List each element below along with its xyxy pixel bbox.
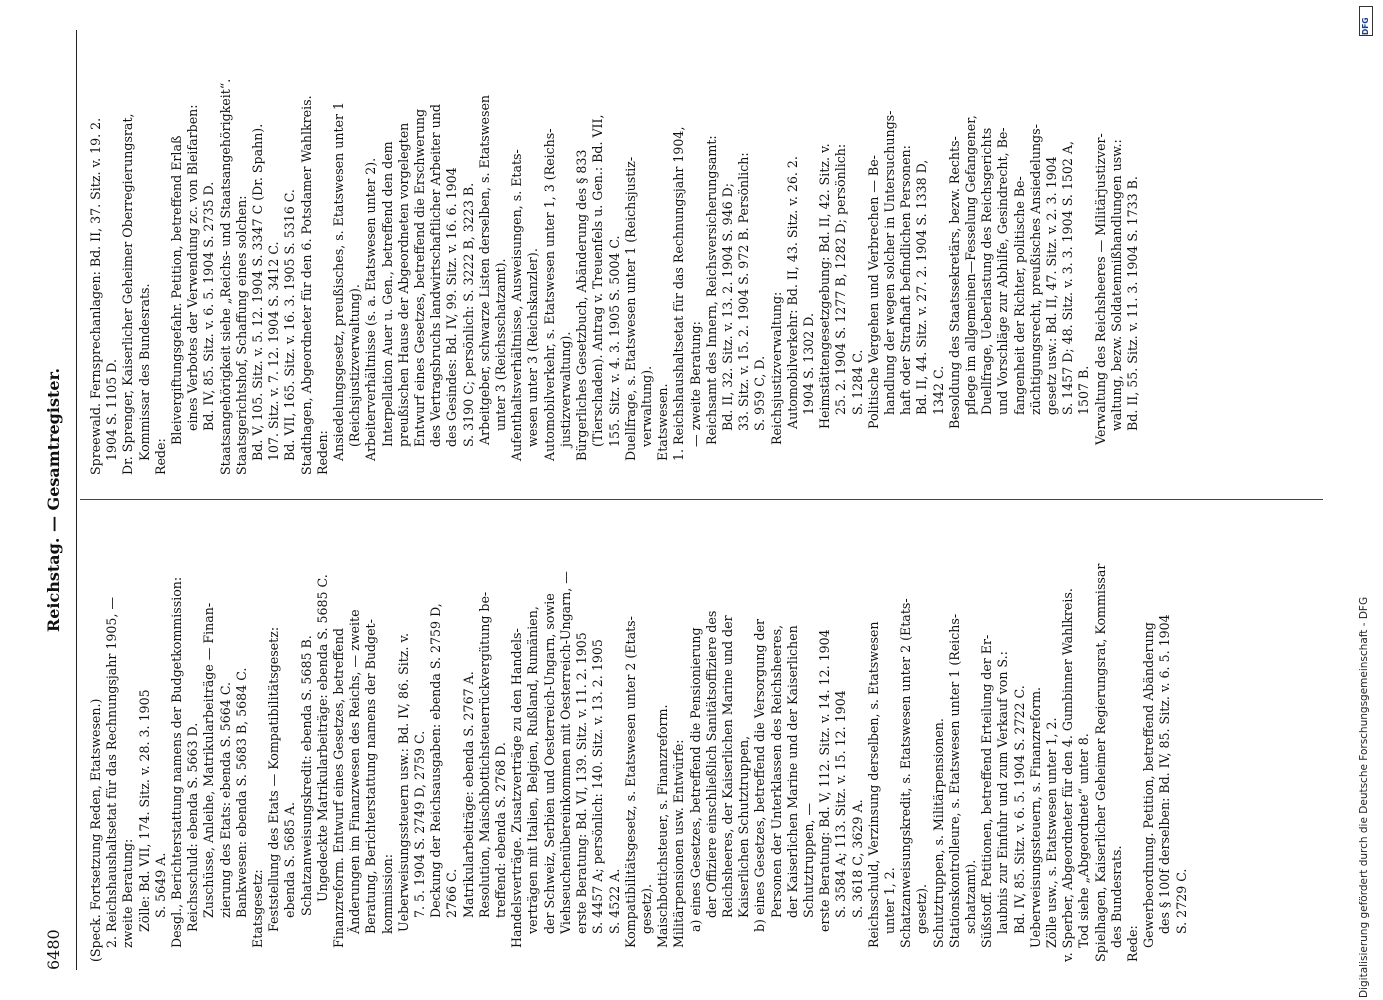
entry-line: kommission: bbox=[379, 853, 395, 934]
entry-line: Kommissar des Bundesrats. bbox=[136, 283, 152, 461]
entry-line: Automobilverkehr, s. Etatswesen unter 1, 3 (Reichs- bbox=[541, 128, 557, 461]
register-entry bbox=[655, 517, 671, 962]
entry-line: Etatswesen. bbox=[655, 383, 671, 461]
entry-line: b) eines Gesetzes, betreffend die Versorgung der bbox=[752, 618, 768, 932]
register-entry bbox=[769, 30, 785, 475]
entry-line: Duellfrage, Ueberlastung des Reichsgerichts bbox=[979, 127, 995, 415]
entry-line: Bd. IV, 85. Sitz. v. 6. 5. 1904 S. 2735 D. bbox=[201, 181, 217, 431]
entry-line: Bd. II, 32. Sitz. v. 13. 2. 1904 S. 946 D; bbox=[719, 183, 735, 431]
entry-line: Zuschüsse, Anleihe, Matrikularbeiträge — Finan- bbox=[201, 602, 217, 918]
register-entry bbox=[574, 30, 623, 475]
entry-line: Feststellung des Etats — Kompatibilitätsgesetz: bbox=[266, 626, 282, 932]
entry-line: 1342 C. bbox=[930, 365, 946, 415]
entry-line: Bd. II, 55. Sitz. v. 11. 3. 1904 S. 1733 B. bbox=[1125, 176, 1140, 431]
entry-line: Schutztruppen, s. Militärpensionen. bbox=[930, 718, 946, 948]
entry-line: waltung, bezw. Soldatenmißhandlungen usw.: bbox=[1108, 139, 1124, 431]
entry-line: S. 3584 A; 113. Sitz. v. 15. 12. 1904 bbox=[833, 690, 849, 918]
entry-line: fangenheit der Richter, politische Be- bbox=[1011, 176, 1027, 415]
entry-line: Besoldung des Staatssekretärs, bezw. Rechts- bbox=[946, 136, 962, 429]
entry-line: Ungedeckte Matrikularbeiträge: ebenda S. 5685 C. bbox=[314, 574, 330, 902]
entry-line: Reichsschuld: ebenda S. 5663 D. bbox=[185, 722, 201, 932]
entry-line: Desgl., Berichterstattung namens der Budgetkommission: bbox=[169, 576, 185, 948]
entry-line: Bleivergiftungsgefahr. Petition, betreffend Erlaß bbox=[169, 135, 185, 445]
dfg-logo: DFG bbox=[1359, 6, 1373, 36]
register-entry bbox=[1028, 517, 1044, 962]
register-entry bbox=[785, 30, 817, 475]
entry-line: Verwaltung des Reichsheeres — Militärjustizver- bbox=[1092, 133, 1108, 445]
entry-line: züchtigungsrecht, preußisches Ansiedelungs- bbox=[1027, 124, 1043, 415]
register-entry bbox=[234, 30, 299, 475]
digitization-credit bbox=[1358, 8, 1378, 998]
entry-line: Beratung, Berichterstattung namens der Budget- bbox=[363, 619, 379, 934]
entry-line: 1507 B. bbox=[1076, 365, 1092, 415]
register-entry bbox=[509, 517, 622, 962]
register-entry bbox=[509, 30, 541, 475]
entry-line: unter 3 (Reichsschatzamt). bbox=[493, 258, 509, 431]
entry-line: 1904 S. 1302 D. bbox=[800, 313, 816, 415]
entry-line: schatzamt). bbox=[962, 859, 978, 934]
register-entry bbox=[299, 30, 315, 475]
entry-line: Bd. V, 105. Sitz. v. 5. 12. 1904 S. 3347 C (Dr. Spahn). bbox=[250, 123, 266, 461]
entry-line: und Vorschläge zur Abhilfe, Gesindrecht, Be- bbox=[995, 127, 1011, 415]
register-entry bbox=[1093, 517, 1125, 962]
entry-line: Rede: bbox=[152, 438, 168, 475]
entry-line: Bd. II, 44. Sitz. v. 27. 2. 1904 S. 1338 D, bbox=[914, 159, 930, 415]
entry-line: eines Verbotes der Verwendung zc. von Bleifarben: bbox=[185, 104, 201, 431]
left-column bbox=[88, 517, 1190, 962]
entry-line: Arbeiterverhältnisse (s. a. Etatswesen unter 2). bbox=[363, 157, 379, 461]
register-entry bbox=[1141, 517, 1190, 962]
register-entry bbox=[396, 517, 509, 962]
register-entry bbox=[704, 30, 769, 475]
entry-line: Handelsverträge. Zusatzverträge zu den Handels- bbox=[509, 628, 525, 948]
entry-line: Stadthagen, Abgeordneter für den 6. Potsdamer Wahlkreis. bbox=[298, 95, 314, 475]
entry-line: ebenda S. 5685 A. bbox=[282, 802, 298, 918]
entry-line: laubnis zur Einfuhr und zum Verkauf von S.: bbox=[995, 651, 1011, 934]
entry-line: Maischbottichsteuer, s. Finanzreform. bbox=[655, 704, 671, 948]
entry-line: Deckung der Reichsausgaben: ebenda S. 2759 D, bbox=[428, 603, 444, 918]
entry-line: Reichsheeres, der Kaiserlichen Marine und der bbox=[719, 615, 735, 918]
entry-line: Entwurf eines Gesetzes, betreffend die Erschwerung bbox=[412, 108, 428, 447]
entry-line: S. 3190 C; persönlich: S. 3222 B, 3223 B. bbox=[460, 182, 476, 447]
entry-line: Interpellation Auer u. Gen., betreffend den dem bbox=[379, 141, 395, 447]
register-entry bbox=[671, 517, 687, 962]
entry-line: verwaltung). bbox=[638, 365, 654, 447]
entry-line: 2766 C. bbox=[444, 868, 460, 918]
entry-line: erste Beratung: Bd. V, 112. Sitz. v. 14. 12. 1904 bbox=[817, 629, 833, 932]
register-entry bbox=[153, 30, 169, 475]
entry-line: Matrikularbeiträge: ebenda S. 2767 A. bbox=[460, 671, 476, 918]
entry-line: Schutztruppen, — bbox=[800, 802, 816, 918]
entry-line: a) eines Gesetzes, betreffend die Pensionierung bbox=[687, 627, 703, 932]
entry-line: Reichsschuld, Verzinsung derselben, s. Etatswesen bbox=[865, 621, 881, 948]
register-entry bbox=[752, 517, 817, 962]
entry-line: der Kaiserlichen Marine und der Kaiserlichen bbox=[784, 625, 800, 918]
entry-line: der Offiziere einschließlich Sanitätsoffiziere des bbox=[703, 610, 719, 918]
entry-line: Reichsjustizverwaltung: bbox=[768, 291, 784, 445]
entry-line: Militärpensionen usw. Entwürfe: bbox=[671, 739, 687, 948]
register-entry bbox=[315, 30, 331, 475]
entry-line: Arbeitgeber, schwarze Listen derselben, s. Etatswesen bbox=[476, 94, 492, 445]
entry-line: 107. Sitz. v. 7. 12. 1904 S. 3412 C. bbox=[266, 241, 282, 461]
entry-line: 25. 2. 1904 S. 1277 B, 1282 D; persönlich: bbox=[833, 143, 849, 415]
register-entry bbox=[898, 517, 930, 962]
register-entry bbox=[671, 30, 703, 475]
register-entry bbox=[623, 517, 655, 962]
entry-line: Automobilverkehr: Bd. II, 43. Sitz. v. 26. 2. bbox=[784, 156, 800, 429]
register-entry bbox=[1125, 517, 1141, 962]
register-entry bbox=[1044, 517, 1060, 962]
entry-line: des Gesindes: Bd. IV, 99. Sitz. v. 16. 6. 1904 bbox=[444, 167, 460, 447]
entry-line: v. Sperber, Abgeordneter für den 4. Gumbinner Wahlkreis. bbox=[1060, 588, 1076, 962]
entry-line: Viehseuchenübereinkommen mit Oesterreich-Ungarn, — bbox=[557, 571, 573, 934]
column-divider bbox=[80, 499, 1323, 500]
register-entry bbox=[169, 517, 185, 962]
entry-line: Schatzanweisungskredit, s. Etatswesen unter 2 (Etats- bbox=[898, 598, 914, 948]
entry-line: Bd. IV, 85. Sitz. v. 6. 5. 1904 S. 2722 C. bbox=[1011, 685, 1027, 934]
entry-line: 2. Reichshaushaltsetat für das Rechnungsjahr 1905, — bbox=[104, 596, 120, 948]
register-entry bbox=[477, 30, 509, 475]
entry-line: Bankwesen: ebenda S. 5683 B, 5684 C. bbox=[233, 667, 249, 918]
register-entry bbox=[947, 30, 1093, 475]
register-entry bbox=[88, 30, 120, 475]
entry-line: verträgen mit Italien, Belgien, Rußland, Rumänien, bbox=[525, 606, 541, 934]
register-entry bbox=[947, 517, 979, 962]
entry-line: Schatzanweisungskredit: ebenda S. 5685 B. bbox=[298, 635, 314, 916]
entry-line: Stationskontrolleure, s. Etatswesen unter 1 (Reichs- bbox=[946, 613, 962, 948]
entry-line: Kaiserlichen Schutztruppen, bbox=[736, 735, 752, 918]
entry-line: Reichsamt des Innern, Reichsversicherungsamt: bbox=[703, 135, 719, 445]
entry-line: (Speck. Fortsetzung Reden, Etatswesen.) bbox=[88, 698, 103, 962]
register-entry bbox=[931, 517, 947, 962]
entry-line: Ueberweisungssteuern, s. Finanzreform. bbox=[1027, 686, 1043, 948]
register-entry bbox=[299, 517, 331, 962]
entry-line: Politische Vergehen und Verbrechen — Be- bbox=[865, 155, 881, 429]
entry-line: des Vertragsbruchs landwirtschaftlicher Arbeiter und bbox=[428, 104, 444, 447]
entry-line: Zölle: Bd. VII, 174. Sitz. v. 28. 3. 1905 bbox=[136, 689, 152, 932]
entry-line: S. 3618 C, 3629 A. bbox=[849, 799, 865, 918]
register-entry bbox=[250, 517, 266, 962]
entry-line: preußischen Hause der Abgeordneten vorgelegten bbox=[395, 122, 411, 447]
register-entry bbox=[331, 517, 396, 962]
register-entry bbox=[88, 517, 137, 962]
entry-line: 155. Sitz. v. 4. 3. 1905 S. 5004 C. bbox=[606, 235, 622, 447]
register-entry bbox=[817, 30, 866, 475]
register-entry bbox=[817, 517, 866, 962]
entry-line: Duellfrage, s. Etatswesen unter 1 (Reichsjustiz- bbox=[622, 156, 638, 461]
entry-line: Süßstoff. Petitionen, betreffend Erteilung der Er- bbox=[979, 634, 995, 948]
entry-line: (Tierschaden). Antrag v. Treuenfels u. Gen.: Bd. VII, bbox=[590, 114, 606, 447]
entry-line: der Schweiz, Serbien und Oesterreich-Ungarn, sowie bbox=[541, 593, 557, 934]
entry-line: Kompatibilitätsgesetz, s. Etatswesen unter 2 (Etats- bbox=[622, 616, 638, 948]
register-entry bbox=[331, 30, 363, 475]
header-rule bbox=[76, 30, 77, 970]
entry-line: Heimstättengesetzgebung: Bd. II, 42. Sitz. v. bbox=[817, 143, 833, 429]
right-column bbox=[88, 30, 1141, 475]
register-entry bbox=[137, 517, 169, 962]
entry-line: Spielhagen, Kaiserlicher Geheimer Regierungsrat, Kommissar bbox=[1092, 563, 1108, 962]
entry-line: Aufenthaltsverhältnisse, Ausweisungen, s. Etats- bbox=[509, 149, 525, 461]
register-entry bbox=[120, 30, 152, 475]
entry-line: — zweite Beratung: bbox=[687, 321, 703, 447]
entry-line: Etatsgesetz: bbox=[250, 869, 266, 948]
credit-text: Digitalisierung gefördert durch die Deutsche Forschungsgemeinschaft - DFG bbox=[1358, 596, 1370, 998]
entry-line: 1. Reichshaushaltsetat für das Rechnungsjahr 1904, bbox=[671, 126, 687, 461]
entry-line: (Reichsjustizverwaltung). bbox=[347, 284, 363, 447]
entry-line: Spreewald. Fernsprechanlagen: Bd. II, 37. Sitz. v. 19. 2. bbox=[88, 117, 103, 475]
entry-line: Personen der Unterklassen des Reichsheeres, bbox=[768, 624, 784, 918]
entry-line: gesetz). bbox=[638, 883, 654, 934]
entry-line: Zölle usw., s. Etatswesen unter 1, 2. bbox=[1043, 717, 1059, 948]
entry-line: S. 959 C, D. bbox=[752, 355, 768, 431]
entry-line: handlung der wegen solcher in Untersuchungs- bbox=[881, 110, 897, 415]
entry-line: S. 4457 A; persönlich: 140. Sitz. v. 13. 2. 1905 bbox=[590, 639, 606, 934]
entry-line: Rede: bbox=[1125, 925, 1140, 962]
register-entry bbox=[655, 30, 671, 475]
entry-line: 33. Sitz. v. 15. 2. 1904 S. 972 B. Persönlich: bbox=[736, 152, 752, 431]
entry-line: des Bundesrats. bbox=[1108, 845, 1124, 948]
entry-line: Bd. VII, 165. Sitz. v. 16. 3. 1905 S. 5316 C. bbox=[282, 189, 298, 461]
entry-line: Tod siehe „Abgeordnete“ unter 8. bbox=[1076, 733, 1092, 948]
page-header bbox=[44, 30, 68, 970]
entry-line: Ansiedelungsgesetz, preußisches, s. Etatswesen unter 1 bbox=[331, 102, 347, 461]
entry-line: zweite Beratung: bbox=[120, 838, 136, 948]
entry-line: S. 1284 C. bbox=[849, 349, 865, 415]
entry-line: unter 1, 2. bbox=[881, 867, 897, 934]
entry-line: gesetz). bbox=[914, 883, 930, 934]
register-entry bbox=[169, 30, 218, 475]
page-number: 6480 bbox=[44, 929, 63, 970]
entry-line: treffend: ebenda S. 2768 D. bbox=[493, 742, 509, 918]
entry-line: Bürgerliches Gesetzbuch, Abänderung des § 833 bbox=[574, 149, 590, 461]
entry-line: des § 100f derselben: Bd. IV, 85. Sitz. v. 6. 5. 1904 bbox=[1157, 614, 1173, 934]
entry-line: 1904 S. 1105 D. bbox=[104, 359, 120, 461]
entry-line: Resolution, Maischbottichsteuerrückvergütung be- bbox=[476, 591, 492, 918]
entry-line: Finanzreform. Entwurf eines Gesetzes, betreffend bbox=[331, 628, 347, 948]
register-entry bbox=[266, 517, 298, 962]
entry-line: Dr. Sprenger, Kaiserlicher Geheimer Oberregierungsrat, bbox=[120, 113, 136, 475]
entry-line: S. 1457 D; 48. Sitz. v. 3. 3. 1904 S. 1502 A, bbox=[1060, 140, 1076, 415]
register-entry bbox=[363, 30, 476, 475]
entry-line: Ueberweisungssteuern usw.: Bd. IV, 86. Sitz. v. bbox=[395, 632, 411, 932]
running-head: Reichstag. — Gesamtregister. bbox=[44, 367, 63, 633]
register-entry bbox=[1093, 30, 1142, 475]
register-entry bbox=[979, 517, 1028, 962]
register-entry bbox=[542, 30, 574, 475]
register-entry bbox=[688, 517, 753, 962]
entry-line: erste Beratung: Bd. VI, 139. Sitz. v. 11. 2. 1905 bbox=[574, 632, 590, 934]
register-entry bbox=[866, 517, 898, 962]
entry-line: justizverwaltung). bbox=[557, 331, 573, 447]
entry-line: S. 5649 A. bbox=[152, 852, 168, 918]
entry-line: zierung des Etats: ebenda S. 5664 C. bbox=[217, 681, 233, 918]
register-entry bbox=[623, 30, 655, 475]
entry-line: gesetz usw.: Bd. II, 47. Sitz. v. 2. 3. 1904 bbox=[1043, 156, 1059, 415]
register-entry bbox=[185, 517, 250, 962]
register-entry bbox=[866, 30, 947, 475]
entry-line: S. 2729 C. bbox=[1173, 868, 1189, 934]
entry-line: Gewerbeordnung. Petition, betreffend Abänderung bbox=[1141, 622, 1157, 948]
entry-line: Staatsgerichtshof, Schaffung eines solchen: bbox=[233, 195, 249, 475]
entry-line: S. 4522 A. bbox=[606, 868, 622, 934]
entry-line: 7. 5. 1904 S. 2749 D, 2759 C. bbox=[412, 730, 428, 918]
entry-line: haft oder Strafhaft befindlichen Personen: bbox=[898, 145, 914, 415]
entry-line: Reden: bbox=[314, 430, 330, 475]
entry-line: Änderungen im Finanzwesen des Reichs, — zweite bbox=[347, 609, 363, 934]
register-entry bbox=[1060, 517, 1092, 962]
entry-line: pflege im allgemeinen—Fesselung Gefangener, bbox=[962, 115, 978, 415]
entry-line: wesen unter 3 (Reichskanzler). bbox=[525, 248, 541, 447]
register-entry bbox=[218, 30, 234, 475]
entry-line: Staatsangehörigkeit siehe „Reichs- und Staatsangehörigkeit“. bbox=[217, 78, 233, 475]
